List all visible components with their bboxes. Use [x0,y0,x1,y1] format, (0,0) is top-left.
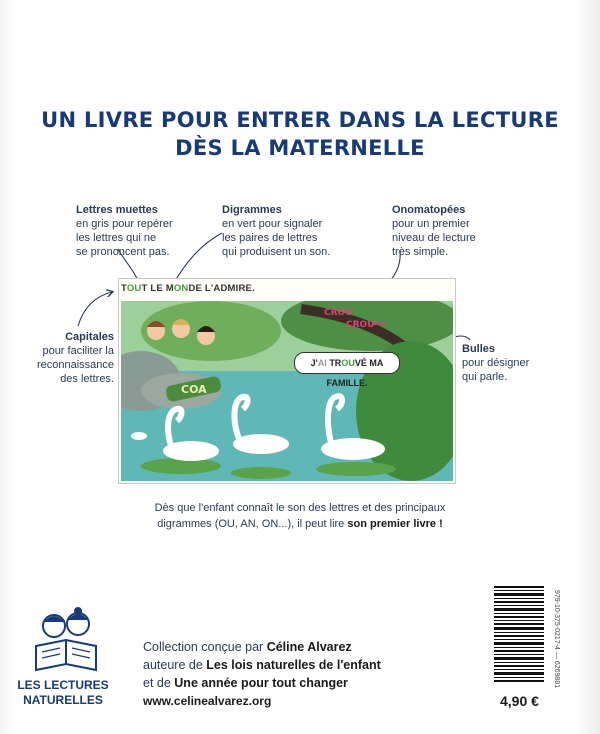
description-text: digrammes (OU, AN, ON...), il peut lire [157,518,348,530]
onomatopoeia-frog: COA [181,383,207,396]
note-line: niveau de lecture [392,232,476,244]
heading-line-2: DÈS LA MATERNELLE [175,136,425,160]
author-name: Céline Alvarez [266,640,352,654]
brand-line-2: NATURELLES [23,693,103,707]
book-title-2: Une année pour tout changer [174,676,348,690]
credits-text: auteure de [143,658,207,672]
sample-page [118,278,456,484]
note-line: les lettres qui ne [76,232,157,244]
credits [143,638,381,692]
note-title: Onomatopées [392,204,466,216]
speech-part: TR [326,358,342,368]
note-line: en gris pour repérer [76,218,173,230]
brand-line-1: LES LECTURES [17,678,109,692]
note-line: des lettres. [60,373,114,385]
description-emphasis: son premier livre ! [347,518,443,530]
silent-letters: AI [317,358,327,368]
credits-line-1 [143,638,381,656]
website-link[interactable]: www.celinealvarez.org [143,694,272,708]
book-title-1: Les lois naturelles de l'enfant [206,658,381,672]
note-line: reconnaissance [36,359,114,371]
speech-bubble [294,352,400,388]
credits-line-3 [143,674,381,692]
heading-line-1: UN LIVRE POUR ENTRER DANS LA LECTURE [41,108,559,132]
onomatopoeia-crou-1: CROU [324,308,353,318]
digram-ou: OU [126,283,142,294]
digram-on: ON [173,283,189,294]
note-title: Digrammes [222,204,282,216]
note-line: pour un premier [392,218,470,230]
note-line: se prononcent pas. [76,246,170,258]
description-line-1: Dès que l'enfant connaît le son des lettres et des principaux [154,502,446,514]
note-line: très simple. [392,246,449,258]
speech-part: J' [310,358,318,368]
isbn-number: 979-10-375-0217-4 — 6269881 [553,590,560,689]
digram-ou: OU [341,358,355,368]
letter-capital: T [121,283,127,294]
sentence-part: DE L'ADMIRE. [188,283,255,294]
sample-sentence [121,283,255,294]
note-title: Capitales [65,331,114,343]
description-line-2 [120,516,480,532]
credits-text: et de [143,676,175,690]
barcode [492,584,546,686]
sentence-part: T LE M [141,283,174,294]
note-line: en vert pour signaler [222,218,323,230]
description [120,500,480,532]
note-line: qui produisent un son. [222,246,331,258]
speech-part: VÉ MA FAMILLE. [326,358,384,388]
note-line: qui parle. [462,371,508,383]
note-title: Bulles [462,343,496,355]
note-line: les paires de lettres [222,232,318,244]
credits-text: Collection conçue par [143,640,267,654]
price: 4,90 € [500,693,539,709]
brand-name [10,678,116,708]
credits-line-2 [143,656,381,674]
note-line: pour désigner [462,357,530,369]
note-title: Lettres muettes [76,204,158,216]
onomatopoeia-crou-2: CROU [346,320,375,330]
note-line: pour faciliter la [42,345,114,357]
pond-illustration [121,301,453,481]
brand-logo-icon [30,606,102,674]
onomatopoeia-zzz: zzz [373,319,386,327]
arrow-capitales [78,292,112,326]
